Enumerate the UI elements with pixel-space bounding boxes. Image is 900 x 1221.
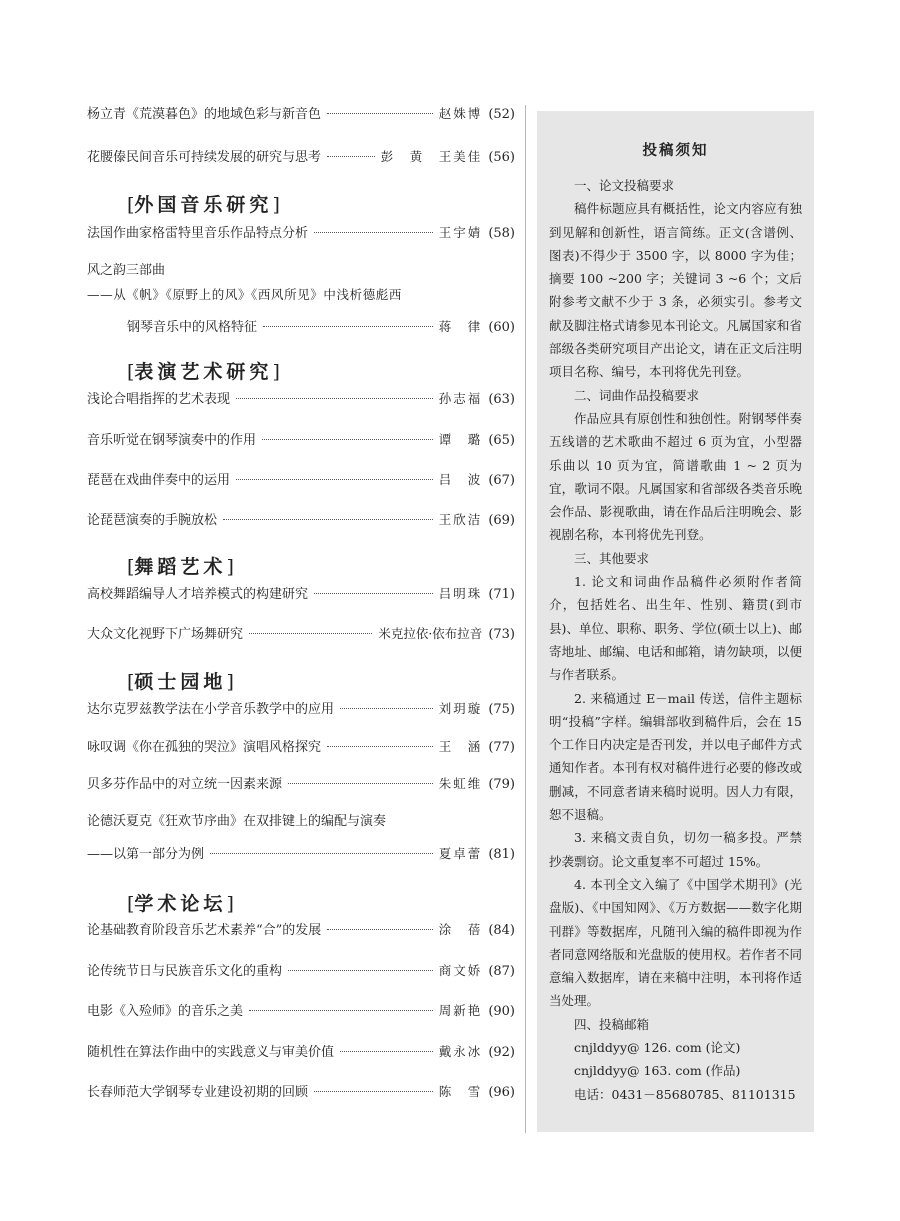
entry-page: (90) bbox=[488, 1004, 515, 1019]
entry-page: (77) bbox=[488, 740, 515, 755]
dot-leader bbox=[314, 1091, 433, 1092]
entry-title-line[interactable]: 论德沃夏克《狂欢节序曲》在双排键上的编配与演奏 bbox=[87, 814, 387, 829]
entry-title: 电影《入殓师》的音乐之美 bbox=[87, 1004, 244, 1019]
toc-entry[interactable] bbox=[87, 1082, 515, 1102]
entry-author: 商文娇 bbox=[438, 963, 483, 978]
notice-paragraph: 作品应具有原创性和独创性。附钢琴伴奏五线谱的艺术歌曲不超过 6 页为宜，小型器乐曲以 10 页为宜，简谱歌曲 1 ~ 2 页为宜，歌词不限。凡属国家和省部级各类音乐晚会作品、影视歌曲，请在作品后注明晚会、影视剧名称，本刊将优先刊登。 bbox=[549, 410, 802, 543]
dot-leader bbox=[327, 746, 433, 747]
entry-title-line[interactable]: 风之韵三部曲 bbox=[87, 263, 166, 278]
entry-page: (87) bbox=[488, 964, 515, 979]
notice-paragraph: 2. 来稿通过 E－mail 传送，信件主题标明“投稿”字样。编辑部收到稿件后，会在 15 个工作日内决定是否刊发，并以电子邮件方式通知作者。本刊有权对稿件进行必要的修改或删减，不同意者请来稿时说明。因人力有限，恕不退稿。 bbox=[549, 690, 802, 823]
toc-entry[interactable] bbox=[87, 317, 515, 337]
dot-leader bbox=[249, 633, 372, 634]
dot-leader bbox=[223, 519, 433, 520]
entry-author: 王 涵 bbox=[438, 739, 483, 754]
entry-title: 浅论合唱指挥的艺术表现 bbox=[87, 392, 231, 407]
entry-page: (63) bbox=[488, 392, 515, 407]
entry-author: 陈 雪 bbox=[438, 1084, 483, 1099]
notice-paragraph: 1. 论文和词曲作品稿件必须附作者简介，包括姓名、出生年、性别、籍贯(到市县)、单位、职称、职务、学位(硕士以上)、邮寄地址、邮编、电话和邮箱，请勿缺项，以便与作者联系。 bbox=[549, 574, 802, 683]
dot-leader bbox=[263, 326, 433, 327]
entry-page: (92) bbox=[488, 1045, 515, 1060]
section-heading-text: 外国音乐研究 bbox=[134, 194, 273, 216]
email-works[interactable]: cnjlddyy@ 163. com (作品) bbox=[574, 1063, 741, 1079]
entry-author: 涂 蓓 bbox=[438, 922, 483, 937]
entry-title: 随机性在算法作曲中的实践意义与审美价值 bbox=[87, 1045, 335, 1060]
dot-leader bbox=[210, 853, 433, 854]
toc-entry[interactable] bbox=[87, 510, 515, 530]
toc-entry[interactable] bbox=[87, 584, 515, 604]
dot-leader bbox=[236, 398, 433, 399]
notice-heading: 二、词曲作品投稿要求 bbox=[574, 387, 700, 403]
section-heading: [学术论坛] bbox=[127, 893, 234, 915]
entry-title: 法国作曲家格雷特里音乐作品特点分析 bbox=[87, 226, 309, 241]
entry-page: (73) bbox=[488, 627, 515, 642]
entry-author: 夏卓蕾 bbox=[438, 846, 483, 861]
entry-page: (84) bbox=[488, 923, 515, 938]
entry-author: 朱虹维 bbox=[438, 776, 483, 791]
dot-leader bbox=[340, 708, 433, 709]
entry-subtitle: ——从《帆》《原野上的风》《西风所见》中浅析德彪西 bbox=[87, 287, 403, 302]
dot-leader bbox=[288, 783, 433, 784]
entry-title: 大众文化视野下广场舞研究 bbox=[87, 627, 244, 642]
entry-page: (79) bbox=[488, 777, 515, 792]
entry-page: (65) bbox=[488, 433, 515, 448]
toc-entry[interactable] bbox=[87, 1042, 515, 1062]
dot-leader bbox=[314, 232, 433, 233]
toc-entry[interactable] bbox=[87, 961, 515, 981]
entry-author: 吕 波 bbox=[438, 472, 483, 487]
entry-title: 贝多芬作品中的对立统一因素来源 bbox=[87, 777, 283, 792]
table-of-contents bbox=[87, 104, 515, 1102]
entry-page: (52) bbox=[488, 107, 515, 122]
dot-leader bbox=[340, 1051, 433, 1052]
entry-title: 论琵琶演奏的手腕放松 bbox=[87, 513, 218, 528]
dot-leader bbox=[288, 970, 433, 971]
dot-leader bbox=[327, 113, 433, 114]
entry-author: 蒋 律 bbox=[438, 319, 483, 334]
section-heading: [表演艺术研究] bbox=[127, 361, 280, 383]
dot-leader bbox=[249, 1010, 433, 1011]
entry-title: 花腰傣民间音乐可持续发展的研究与思考 bbox=[87, 150, 322, 165]
dot-leader bbox=[327, 929, 433, 930]
notice-heading: 一、论文投稿要求 bbox=[574, 178, 675, 193]
section-heading-text: 表演艺术研究 bbox=[134, 361, 273, 383]
entry-page: (96) bbox=[488, 1085, 515, 1100]
entry-author: 彭 黄 王美佳 bbox=[380, 149, 483, 164]
entry-title: 高校舞蹈编导人才培养模式的构建研究 bbox=[87, 587, 309, 602]
notice-heading: 三、其他要求 bbox=[574, 550, 650, 566]
entry-title: 钢琴音乐中的风格特征 bbox=[127, 320, 258, 335]
toc-entry[interactable] bbox=[87, 147, 515, 167]
dot-leader bbox=[236, 479, 433, 480]
entry-author: 王宇婧 bbox=[438, 225, 483, 240]
entry-author: 周新艳 bbox=[438, 1003, 483, 1018]
toc-entry[interactable] bbox=[87, 470, 515, 490]
entry-title: 咏叹调《你在孤独的哭泣》演唱风格探究 bbox=[87, 740, 322, 755]
email-paper[interactable]: cnjlddyy@ 126. com (论文) bbox=[574, 1039, 741, 1055]
toc-entry[interactable] bbox=[87, 737, 515, 757]
toc-entry[interactable] bbox=[87, 223, 515, 243]
section-heading: [外国音乐研究] bbox=[127, 194, 280, 216]
dot-leader bbox=[327, 156, 375, 157]
submission-notice-panel bbox=[537, 111, 814, 1132]
entry-title: 琵琶在戏曲伴奏中的运用 bbox=[87, 473, 231, 488]
toc-entry[interactable] bbox=[87, 844, 515, 864]
entry-page: (71) bbox=[488, 587, 515, 602]
notice-paragraph: 稿件标题应具有概括性，论文内容应有独到见解和创新性，语言简练。正文(含谱例、图表)不得少于 3500 字，以 8000 字为佳；摘要 100 ~200 字；关键词 3 ~6 个；文后附参考文献不少于 3 条，必须实引。参考文献及脚注格式请参见本刊论文。凡属国家和省部级各类研究项目产出论文，请在正文后注明项目名称、编号，本刊将优先刊登。 bbox=[549, 201, 802, 380]
entry-author: 赵姝博 bbox=[438, 106, 483, 121]
entry-page: (58) bbox=[488, 226, 515, 241]
toc-entry[interactable] bbox=[87, 104, 515, 124]
dot-leader bbox=[262, 439, 433, 440]
notice-paragraph: 3. 来稿文责自负，切勿一稿多投。严禁抄袭剽窃。论文重复率不可超过 15%。 bbox=[549, 830, 802, 869]
entry-author: 王欣洁 bbox=[438, 512, 483, 527]
entry-author: 刘玥璇 bbox=[438, 701, 483, 716]
section-heading: [舞蹈艺术] bbox=[127, 556, 234, 578]
entry-author: 米克拉依·依布拉音 bbox=[378, 626, 483, 641]
column-divider bbox=[525, 105, 526, 1133]
section-heading: [硕士园地] bbox=[127, 671, 234, 693]
toc-entry[interactable] bbox=[87, 389, 515, 409]
toc-entry[interactable] bbox=[87, 624, 515, 644]
notice-heading: 四、投稿邮箱 bbox=[574, 1016, 650, 1032]
notice-paragraph: 4. 本刊全文入编了《中国学术期刊》(光盘版)、《中国知网》、《万方数据——数字化期刊群》等数据库，凡随刊入编的稿件即视为作者同意网络版和光盘版的使用权。若作者不同意编入数据库，请在来稿中注明，本刊将作适当处理。 bbox=[549, 876, 802, 1009]
dot-leader bbox=[314, 593, 433, 594]
section-heading-text: 硕士园地 bbox=[134, 671, 227, 693]
entry-author: 戴永冰 bbox=[438, 1044, 483, 1059]
toc-entry[interactable] bbox=[87, 1001, 515, 1021]
toc-entry[interactable] bbox=[87, 920, 515, 940]
entry-title: 论基础教育阶段音乐艺术素养“合”的发展 bbox=[87, 923, 322, 938]
entry-title: 论传统节日与民族音乐文化的重构 bbox=[87, 964, 283, 979]
entry-page: (67) bbox=[488, 473, 515, 488]
entry-page: (81) bbox=[488, 847, 515, 862]
entry-author: 孙志福 bbox=[438, 391, 483, 406]
entry-title: 达尔克罗兹教学法在小学音乐教学中的应用 bbox=[87, 702, 335, 717]
entry-page: (60) bbox=[488, 320, 515, 335]
toc-entry[interactable] bbox=[87, 699, 515, 719]
entry-title: 杨立青《荒漠暮色》的地域色彩与新音色 bbox=[87, 107, 322, 122]
entry-title: 音乐听觉在钢琴演奏中的作用 bbox=[87, 433, 257, 448]
entry-page: (69) bbox=[488, 513, 515, 528]
entry-author: 谭 璐 bbox=[438, 432, 483, 447]
entry-page: (56) bbox=[488, 150, 515, 165]
toc-entry[interactable] bbox=[87, 774, 515, 794]
section-heading-text: 舞蹈艺术 bbox=[134, 556, 227, 578]
entry-subtitle: ——以第一部分为例 bbox=[87, 847, 205, 862]
entry-title: 长春师范大学钢琴专业建设初期的回顾 bbox=[87, 1085, 309, 1100]
entry-page: (75) bbox=[488, 702, 515, 717]
entry-author: 吕明珠 bbox=[438, 586, 483, 601]
notice-title: 投稿须知 bbox=[642, 142, 709, 159]
section-heading-text: 学术论坛 bbox=[134, 893, 227, 915]
toc-entry[interactable] bbox=[87, 430, 515, 450]
phone-number: 电话：0431－85680785、81101315 bbox=[574, 1086, 796, 1102]
